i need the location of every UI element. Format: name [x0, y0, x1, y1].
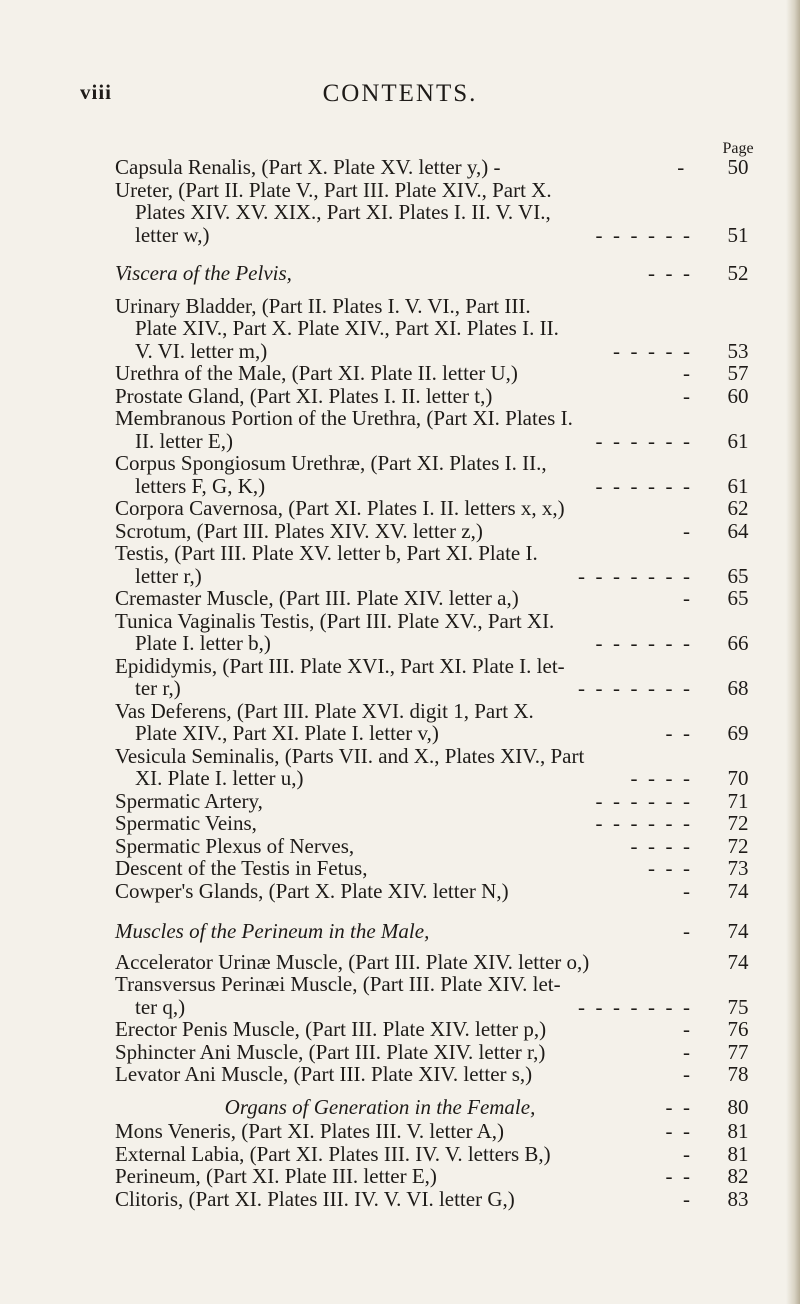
entry-page-number: 74	[727, 949, 749, 974]
entry-text: Cremaster Muscle, (Part III. Plate XIV. letter a,)	[115, 586, 519, 610]
contents-entry	[0, 880, 800, 903]
leader-dashes: -	[683, 919, 690, 943]
entry-line	[0, 700, 800, 723]
entry-text: Membranous Portion of the Urethra, (Part XI. Plates I.	[115, 406, 573, 430]
entry-text: ter r,)	[135, 676, 181, 700]
leader-dashes: -	[672, 155, 685, 179]
contents-entry	[0, 497, 800, 520]
leader-dashes: -	[683, 361, 690, 385]
entry-line	[0, 1120, 800, 1143]
entry-text: Accelerator Urinæ Muscle, (Part III. Plate XIV. letter o,)	[115, 949, 590, 974]
entry-page-number: 61	[727, 428, 749, 453]
entry-text: Plate XIV., Part XI. Plate I. letter v,)	[135, 721, 439, 745]
contents-entry	[0, 1143, 800, 1166]
contents-entry	[0, 1120, 800, 1143]
entry-line	[0, 610, 800, 633]
entry-page-number: 80	[727, 1094, 749, 1119]
entry-text: Tunica Vaginalis Testis, (Part III. Plate XV., Part XI.	[115, 608, 555, 633]
page-column-label: Page	[722, 140, 754, 157]
entry-line	[0, 587, 800, 610]
entry-page-number: 82	[727, 1164, 749, 1188]
contents-entry	[0, 973, 800, 1018]
entry-line	[0, 430, 800, 453]
leader-dashes: - - - - -	[613, 338, 690, 363]
entry-line	[0, 812, 800, 835]
leader-dashes: -	[683, 1039, 690, 1064]
entry-text: Prostate Gland, (Part XI. Plates I. II. letter t,)	[115, 383, 493, 408]
leader-dashes: -	[683, 1017, 690, 1041]
entry-line	[0, 996, 800, 1019]
entry-line	[0, 1041, 800, 1064]
leader-dashes: -	[683, 586, 690, 610]
entry-text: Plate XIV., Part X. Plate XIV., Part XI. Plates I. II.	[135, 316, 559, 340]
contents-entry	[0, 587, 800, 610]
entry-text: Descent of the Testis in Fetus,	[115, 856, 368, 880]
leader-dashes: -	[683, 1141, 690, 1166]
page-number: viii	[80, 80, 113, 104]
section-heading	[0, 262, 800, 285]
entry-line	[0, 295, 800, 318]
entry-text: letters F, G, K,)	[135, 473, 266, 498]
entry-page-number: 81	[727, 1141, 749, 1166]
entry-line	[0, 880, 800, 903]
entry-page-number: 62	[727, 496, 749, 520]
entry-line	[0, 1018, 800, 1041]
contents-entry	[0, 857, 800, 880]
entry-text: Epididymis, (Part III. Plate XVI., Part XI. Plate I. let-	[115, 653, 565, 678]
entry-text: Transversus Perinæi Muscle, (Part III. Plate XIV. let-	[115, 972, 561, 996]
contents-entry	[0, 179, 800, 247]
entry-text: Corpus Spongiosum Urethræ, (Part XI. Plates I. II.,	[115, 451, 547, 475]
entry-page-number: 73	[727, 856, 749, 880]
entry-text: Spermatic Veins,	[115, 811, 257, 835]
contents-entry	[0, 812, 800, 835]
contents-entry	[0, 790, 800, 813]
entry-text: Urinary Bladder, (Part II. Plates I. V. VI., Part III.	[115, 293, 531, 318]
contents-entry	[0, 520, 800, 543]
entry-page-number: 78	[727, 1062, 749, 1086]
entry-line	[0, 224, 800, 247]
entry-text: Perineum, (Part XI. Plate III. letter E,)	[115, 1164, 437, 1188]
contents-entry	[0, 610, 800, 655]
entry-page-number: 70	[727, 766, 749, 790]
entry-line	[0, 1063, 800, 1086]
entry-page-number: 52	[727, 261, 749, 285]
entry-line	[0, 262, 800, 285]
entry-line	[0, 497, 800, 520]
contents-entry	[0, 1165, 800, 1188]
entry-page-number: 81	[727, 1119, 749, 1143]
contents-entry	[0, 452, 800, 497]
entry-page-number: 74	[727, 878, 749, 903]
entry-line	[0, 1188, 800, 1211]
contents-entry	[0, 542, 800, 587]
entry-page-number: 76	[727, 1017, 749, 1041]
entry-line	[0, 677, 800, 700]
entry-page-number: 57	[727, 361, 749, 385]
entry-text: Vas Deferens, (Part III. Plate XVI. digit 1, Part X.	[115, 698, 534, 723]
entry-page-number: 71	[727, 788, 749, 813]
entry-text: Scrotum, (Part III. Plates XIV. XV. letter z,)	[115, 518, 483, 543]
entry-line	[0, 632, 800, 655]
contents-entry	[0, 951, 800, 974]
entry-page-number: 72	[727, 833, 749, 858]
leader-dashes: -	[683, 383, 690, 408]
entry-text: Plate I. letter b,)	[135, 631, 271, 655]
entry-text: ter q,)	[135, 994, 186, 1019]
entry-text: V. VI. letter m,)	[135, 338, 268, 363]
section-heading	[0, 1096, 800, 1119]
leader-dashes: - -	[665, 1094, 690, 1119]
entry-page-number: 64	[727, 518, 749, 543]
leader-dashes: - - -	[648, 856, 690, 880]
entry-line	[0, 542, 800, 565]
leader-dashes: - -	[665, 1119, 690, 1143]
entry-page-number: 51	[727, 222, 749, 247]
entry-line	[0, 475, 800, 498]
leader-dashes: - -	[665, 1164, 690, 1188]
entry-text: Ureter, (Part II. Plate V., Part III. Plate XIV., Part X.	[115, 177, 552, 202]
contents-entry	[0, 1188, 800, 1211]
contents-entry	[0, 745, 800, 790]
entry-page-number: 68	[727, 676, 749, 700]
entry-line	[0, 655, 800, 678]
entry-text: External Labia, (Part XI. Plates III. IV. V. letters B,)	[115, 1141, 551, 1166]
leader-dashes: - - - -	[630, 833, 690, 858]
contents-entry	[0, 362, 800, 385]
entry-text: Urethra of the Male, (Part XI. Plate II. letter U,)	[115, 361, 518, 385]
leader-dashes: -	[683, 878, 690, 903]
contents-entry	[0, 295, 800, 363]
entry-text: letter r,)	[135, 563, 202, 588]
leader-dashes: - - - - - - -	[578, 676, 690, 700]
leader-dashes: -	[683, 1186, 690, 1211]
entry-text: Viscera of the Pelvis,	[115, 261, 292, 285]
leader-dashes: - - -	[648, 261, 690, 285]
leader-dashes: - - - - - -	[595, 631, 690, 655]
contents-entry	[0, 1063, 800, 1086]
leader-dashes: - - - - - - -	[578, 994, 690, 1019]
entry-line	[0, 156, 800, 179]
section-heading	[0, 920, 800, 943]
leader-dashes: - -	[665, 721, 690, 745]
entry-text: Capsula Renalis, (Part X. Plate XV. letter y,) -	[115, 155, 501, 179]
entry-text: Erector Penis Muscle, (Part III. Plate XIV. letter p,)	[115, 1017, 547, 1041]
leader-dashes: -	[683, 1062, 690, 1086]
entry-line	[0, 1143, 800, 1166]
contents-entry	[0, 407, 800, 452]
entry-text: Plates XIV. XV. XIX., Part XI. Plates I. II. V. VI.,	[135, 200, 551, 224]
entry-page-number: 53	[727, 338, 749, 363]
entry-text: XI. Plate I. letter u,)	[135, 766, 304, 790]
leader-dashes: - - - - - - -	[578, 563, 690, 588]
contents-entry	[0, 835, 800, 858]
leader-dashes: - - - - - -	[595, 428, 690, 453]
entry-text: Organs of Generation in the Female,	[224, 1094, 536, 1119]
leader-dashes: - - - - - -	[595, 811, 690, 835]
entry-line	[0, 790, 800, 813]
entry-text: Mons Veneris, (Part XI. Plates III. V. letter A,)	[115, 1119, 505, 1143]
entry-line	[0, 452, 800, 475]
entry-line	[0, 565, 800, 588]
leader-dashes: - - - - - -	[595, 473, 690, 498]
entry-line	[0, 1165, 800, 1188]
entry-text: Corpora Cavernosa, (Part XI. Plates I. II. letters x, x,)	[115, 496, 565, 520]
entry-line	[0, 340, 800, 363]
entry-page-number: 83	[727, 1186, 749, 1211]
entry-page-number: 75	[727, 994, 749, 1019]
entry-line	[0, 179, 800, 202]
entry-line	[0, 857, 800, 880]
leader-dashes: -	[683, 518, 690, 543]
contents-entry	[0, 700, 800, 745]
entry-line	[0, 920, 800, 943]
entry-line	[0, 745, 800, 768]
leader-dashes: - - - -	[630, 766, 690, 790]
contents-entry	[0, 1041, 800, 1064]
entry-line	[0, 973, 800, 996]
entry-text: Sphincter Ani Muscle, (Part III. Plate XIV. letter r,)	[115, 1039, 546, 1064]
contents-entry	[0, 385, 800, 408]
page-edge	[786, 0, 800, 1304]
entry-page-number: 65	[727, 563, 749, 588]
entry-text: Clitoris, (Part XI. Plates III. IV. V. VI. letter G,)	[115, 1186, 515, 1211]
entry-page-number: 60	[727, 383, 749, 408]
entry-text: Muscles of the Perineum in the Male,	[115, 919, 430, 943]
entry-line	[0, 362, 800, 385]
entry-line	[0, 951, 800, 974]
entry-page-number: 77	[727, 1039, 749, 1064]
entry-text: II. letter E,)	[135, 428, 233, 453]
entry-line	[0, 835, 800, 858]
entry-line	[0, 520, 800, 543]
entry-text: letter w,)	[135, 222, 210, 247]
entry-page-number: 69	[727, 721, 749, 745]
entry-page-number: 65	[727, 586, 749, 610]
entry-line	[0, 722, 800, 745]
entry-text: Vesicula Seminalis, (Parts VII. and X., Plates XIV., Part	[115, 743, 585, 768]
entry-text: Spermatic Artery,	[115, 788, 263, 813]
leader-dashes: - - - - - -	[595, 222, 690, 247]
entry-page-number: 72	[727, 811, 749, 835]
entry-page-number: 61	[727, 473, 749, 498]
entry-page-number: 74	[727, 919, 749, 943]
entry-page-number: 66	[727, 631, 749, 655]
entry-text: Spermatic Plexus of Nerves,	[115, 833, 355, 858]
contents-entry	[0, 156, 800, 179]
entry-text: Testis, (Part III. Plate XV. letter b, Part XI. Plate I.	[115, 541, 538, 565]
entry-text: Levator Ani Muscle, (Part III. Plate XIV. letter s,)	[115, 1062, 533, 1086]
entry-page-number: 50	[727, 155, 749, 179]
page-title: CONTENTS.	[322, 80, 478, 107]
leader-dashes: - - - - - -	[595, 788, 690, 813]
entry-line	[0, 385, 800, 408]
contents-list	[0, 156, 800, 1210]
entry-line	[0, 201, 800, 224]
entry-line	[0, 767, 800, 790]
entry-line	[0, 407, 800, 430]
contents-entry	[0, 655, 800, 700]
entry-line	[0, 317, 800, 340]
contents-entry	[0, 1018, 800, 1041]
entry-text: Cowper's Glands, (Part X. Plate XIV. letter N,)	[115, 878, 509, 903]
entry-line	[0, 1096, 800, 1119]
